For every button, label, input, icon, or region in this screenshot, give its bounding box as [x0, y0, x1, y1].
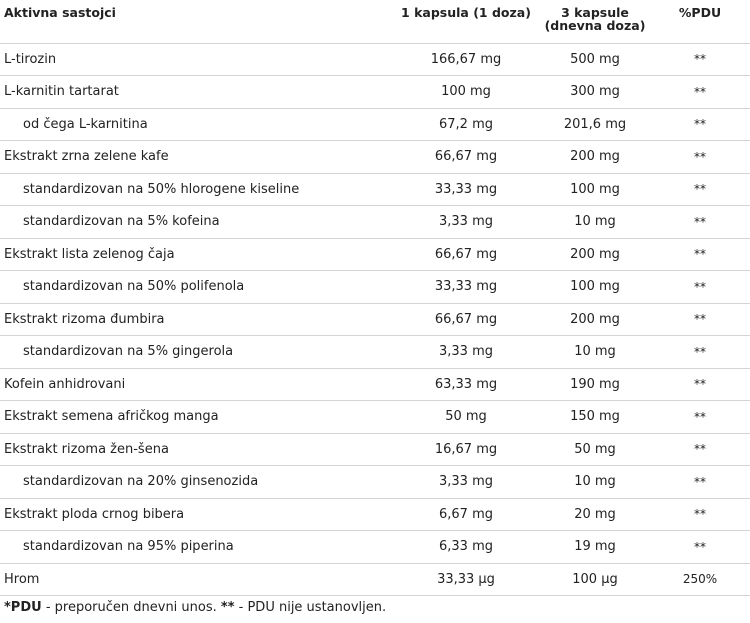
footnote-pdu-text: - preporučen dnevni unos.	[41, 600, 221, 615]
table-row	[0, 271, 750, 304]
header-one-capsule: 1 kapsula (1 doza)	[392, 0, 540, 43]
one-capsule-amount: 166,67 mg	[392, 43, 540, 76]
footnote-pdu-key: *PDU	[4, 600, 42, 615]
table-row	[0, 141, 750, 174]
ingredient-name: standardizovan na 50% hlorogene kiseline	[0, 173, 392, 206]
ingredient-name: standardizovan na 20% ginsenozida	[0, 466, 392, 499]
three-capsules-amount: 100 mg	[540, 271, 650, 304]
three-capsules-amount: 10 mg	[540, 466, 650, 499]
pdu-value: **	[650, 466, 750, 499]
table-row	[0, 531, 750, 564]
pdu-value: **	[650, 206, 750, 239]
table-row	[0, 43, 750, 76]
table-row	[0, 368, 750, 401]
one-capsule-amount: 66,67 mg	[392, 141, 540, 174]
footnote-stars-key: **	[220, 600, 235, 615]
pdu-value: **	[650, 271, 750, 304]
one-capsule-amount: 33,33 µg	[392, 563, 540, 596]
table-row	[0, 563, 750, 596]
ingredient-name: Kofein anhidrovani	[0, 368, 392, 401]
pdu-value: **	[650, 531, 750, 564]
pdu-value: **	[650, 141, 750, 174]
one-capsule-amount: 66,67 mg	[392, 303, 540, 336]
pdu-value: **	[650, 401, 750, 434]
table-row	[0, 108, 750, 141]
three-capsules-amount: 19 mg	[540, 531, 650, 564]
three-capsules-amount: 100 µg	[540, 563, 650, 596]
three-capsules-amount: 500 mg	[540, 43, 650, 76]
pdu-value: **	[650, 108, 750, 141]
ingredient-name: Ekstrakt ploda crnog bibera	[0, 498, 392, 531]
one-capsule-amount: 100 mg	[392, 76, 540, 109]
three-capsules-amount: 10 mg	[540, 206, 650, 239]
table-row	[0, 173, 750, 206]
pdu-value: 250%	[650, 563, 750, 596]
table-row	[0, 401, 750, 434]
three-capsules-amount: 200 mg	[540, 238, 650, 271]
one-capsule-amount: 3,33 mg	[392, 336, 540, 369]
pdu-value: **	[650, 238, 750, 271]
table-row	[0, 336, 750, 369]
three-capsules-amount: 201,6 mg	[540, 108, 650, 141]
ingredient-name: Hrom	[0, 563, 392, 596]
ingredient-name: Ekstrakt zrna zelene kafe	[0, 141, 392, 174]
table-row	[0, 206, 750, 239]
table-row	[0, 498, 750, 531]
pdu-value: **	[650, 498, 750, 531]
table-body	[0, 43, 750, 596]
ingredient-name: L-tirozin	[0, 43, 392, 76]
header-pdu: %PDU	[650, 0, 750, 43]
table-row	[0, 303, 750, 336]
one-capsule-amount: 50 mg	[392, 401, 540, 434]
table-row	[0, 76, 750, 109]
one-capsule-amount: 16,67 mg	[392, 433, 540, 466]
pdu-value: **	[650, 368, 750, 401]
pdu-value: **	[650, 43, 750, 76]
one-capsule-amount: 33,33 mg	[392, 173, 540, 206]
header-ingredients: Aktivna sastojci	[0, 0, 392, 43]
pdu-value: **	[650, 336, 750, 369]
three-capsules-amount: 190 mg	[540, 368, 650, 401]
three-capsules-amount: 200 mg	[540, 141, 650, 174]
header-three-capsules: 3 kapsule (dnevna doza)	[540, 0, 650, 43]
one-capsule-amount: 3,33 mg	[392, 466, 540, 499]
ingredient-name: standardizovan na 95% piperina	[0, 531, 392, 564]
ingredient-name: Ekstrakt lista zelenog čaja	[0, 238, 392, 271]
table-row	[0, 433, 750, 466]
one-capsule-amount: 33,33 mg	[392, 271, 540, 304]
three-capsules-amount: 200 mg	[540, 303, 650, 336]
table-row	[0, 238, 750, 271]
one-capsule-amount: 63,33 mg	[392, 368, 540, 401]
one-capsule-amount: 66,67 mg	[392, 238, 540, 271]
ingredient-name: od čega L-karnitina	[0, 108, 392, 141]
pdu-value: **	[650, 173, 750, 206]
pdu-value: **	[650, 433, 750, 466]
pdu-value: **	[650, 303, 750, 336]
three-capsules-amount: 20 mg	[540, 498, 650, 531]
ingredient-name: Ekstrakt rizoma žen-šena	[0, 433, 392, 466]
ingredient-name: Ekstrakt rizoma đumbira	[0, 303, 392, 336]
footnote	[4, 600, 386, 615]
ingredient-name: standardizovan na 5% gingerola	[0, 336, 392, 369]
pdu-value: **	[650, 76, 750, 109]
table-row	[0, 466, 750, 499]
three-capsules-amount: 300 mg	[540, 76, 650, 109]
table-header-row	[0, 0, 750, 43]
one-capsule-amount: 3,33 mg	[392, 206, 540, 239]
footnote-stars-text: - PDU nije ustanovljen.	[234, 600, 387, 615]
three-capsules-amount: 100 mg	[540, 173, 650, 206]
three-capsules-amount: 10 mg	[540, 336, 650, 369]
ingredient-name: Ekstrakt semena afričkog manga	[0, 401, 392, 434]
one-capsule-amount: 6,33 mg	[392, 531, 540, 564]
three-capsules-amount: 150 mg	[540, 401, 650, 434]
ingredient-name: standardizovan na 5% kofeina	[0, 206, 392, 239]
ingredient-name: standardizovan na 50% polifenola	[0, 271, 392, 304]
one-capsule-amount: 67,2 mg	[392, 108, 540, 141]
ingredient-name: L-karnitin tartarat	[0, 76, 392, 109]
three-capsules-amount: 50 mg	[540, 433, 650, 466]
one-capsule-amount: 6,67 mg	[392, 498, 540, 531]
